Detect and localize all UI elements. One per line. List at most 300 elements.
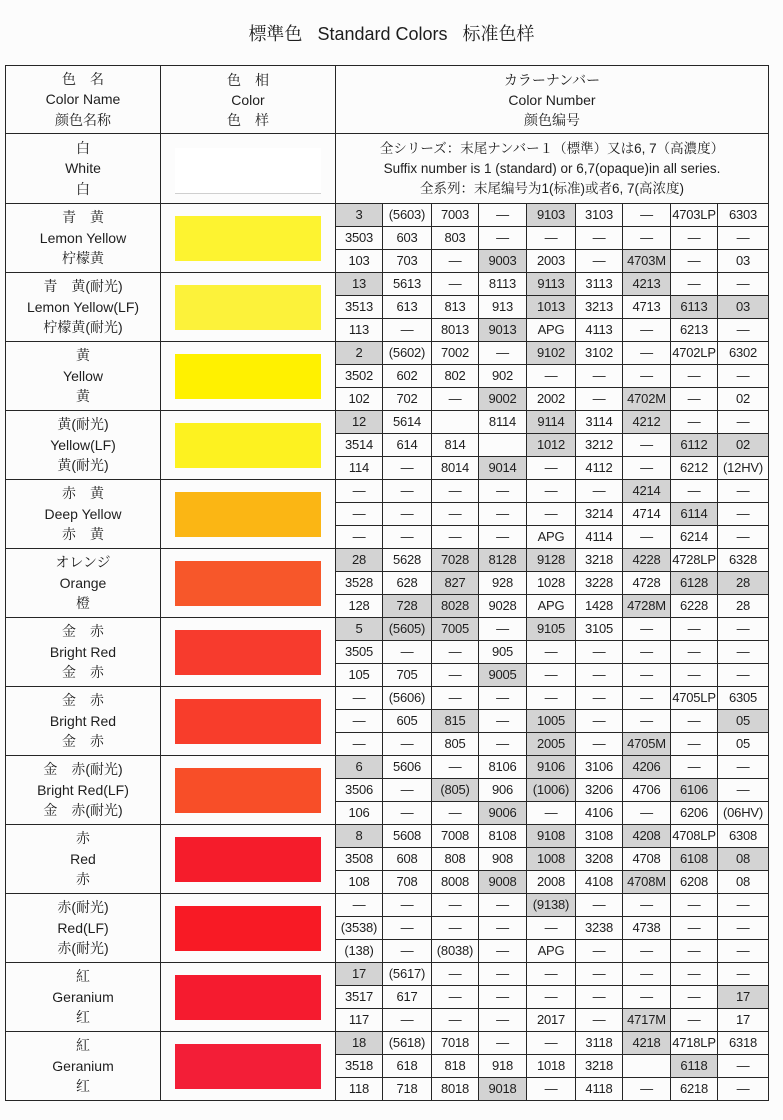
color-number-cell-highlighted: 6 [336,756,383,779]
title-japanese: 標準色 [248,24,303,44]
color-number-cell: 6213 [671,319,718,342]
color-number-cell: APG [527,940,576,963]
color-number-cell: — [623,319,671,342]
color-name-japanese: 黄 [76,347,90,364]
color-number-cell-highlighted: 6128 [671,572,718,595]
color-number-cell: 28 [718,595,769,618]
color-number-cell: 8106 [479,756,527,779]
color-number-line [336,250,769,273]
color-number-cell: — [623,1078,671,1101]
color-name-cell [6,963,161,1032]
color-name-english: Lemon Yellow [39,229,127,246]
color-number-grid [336,204,769,273]
color-number-cell: — [623,963,671,986]
suffix-note [336,134,769,204]
color-number-cell-highlighted: 4705M [623,733,671,756]
color-swatch-cell [161,894,336,963]
color-number-cell: 3505 [336,641,383,664]
header-color-name-chinese: 颜色名称 [55,111,111,128]
color-number-cell: 6302 [718,342,769,365]
color-number-cell: 4705LP [671,687,718,710]
color-number-cell-highlighted: (1006) [527,779,576,802]
color-number-cell: 908 [479,848,527,871]
color-number-cell: — [623,365,671,388]
color-number-cell: 4113 [576,319,623,342]
color-number-cell: — [527,963,576,986]
color-number-cell-highlighted: 9006 [479,802,527,825]
color-number-cell: 4718LP [671,1032,718,1055]
color-name-japanese: 赤 黄 [62,485,104,502]
color-number-cell: (3538) [336,917,383,940]
color-number-grid [336,480,769,549]
color-name-english: Yellow(LF) [50,436,116,453]
color-number-cell: — [432,503,479,526]
color-number-cell: — [671,986,718,1009]
color-number-cell: — [576,710,623,733]
color-number-cell: — [718,365,769,388]
color-number-line [336,457,769,480]
color-number-cell: — [527,802,576,825]
color-number-cell: 4703LP [671,204,718,227]
color-number-cell: — [527,687,576,710]
color-number-cell: — [671,963,718,986]
color-number-cell: 3103 [576,204,623,227]
color-number-cell: — [623,986,671,1009]
color-name-cell [6,273,161,342]
color-number-cell: — [432,986,479,1009]
color-name-japanese: 金 赤(耐光) [43,761,123,778]
color-number-cell: — [479,1032,527,1055]
color-name-english: Bright Red [49,712,117,729]
color-number-line [336,434,769,457]
color-number-cell: — [479,733,527,756]
color-number-cell: — [576,641,623,664]
color-number-cell-highlighted: 08 [718,848,769,871]
color-number-line [336,986,769,1009]
color-number-cell: — [432,802,479,825]
color-number-cell-highlighted: 4708M [623,871,671,894]
color-number-cell-highlighted: 1008 [527,848,576,871]
color-number-cell: — [671,388,718,411]
color-number-line [336,388,769,411]
color-number-cell-highlighted: 4208 [623,825,671,848]
color-number-cell: — [383,480,432,503]
color-number-cell: 602 [383,365,432,388]
color-number-cell-highlighted: 9002 [479,388,527,411]
color-number-grid [336,411,769,480]
color-number-cell: — [671,664,718,687]
color-number-grid [336,963,769,1032]
color-number-cell: 113 [336,319,383,342]
color-number-cell: — [383,457,432,480]
header-color-number [336,66,769,134]
color-number-cell: 6208 [671,871,718,894]
color-number-cell-highlighted: 12 [336,411,383,434]
color-name-cell [6,342,161,411]
color-name-english: Lemon Yellow(LF) [26,298,140,315]
color-number-cell: — [479,1009,527,1032]
color-number-cell-highlighted: 02 [718,434,769,457]
color-number-cell-highlighted: 17 [718,986,769,1009]
color-number-cell: 617 [383,986,432,1009]
color-number-grid [336,756,769,825]
color-number-cell-highlighted: 13 [336,273,383,296]
color-number-cell-highlighted: 4218 [623,1032,671,1055]
color-number-line [336,687,769,710]
color-name-chinese: 黄(耐光) [57,457,109,474]
color-number-cell: — [576,894,623,917]
color-number-cell: 17 [718,1009,769,1032]
color-number-cell-highlighted: 728 [383,595,432,618]
color-number-cell: — [623,664,671,687]
color-name-japanese: 紅 [76,968,90,985]
table-header-row [6,66,769,134]
color-number-cell: 3118 [576,1032,623,1055]
color-number-cell: — [432,480,479,503]
color-number-line [336,664,769,687]
color-number-cell: 4738 [623,917,671,940]
white-row [6,134,769,204]
color-number-cell: — [671,710,718,733]
color-number-cell-highlighted: 9106 [527,756,576,779]
color-number-cell: — [718,664,769,687]
color-number-cell: — [336,526,383,549]
color-number-cell: — [432,388,479,411]
color-row [6,411,769,480]
title-chinese: 标准色样 [462,24,535,44]
color-number-cell-highlighted: 9013 [479,319,527,342]
color-number-cell-highlighted: 4206 [623,756,671,779]
color-number-cell: 5628 [383,549,432,572]
title-english: Standard Colors [317,24,448,44]
color-number-cell: — [671,250,718,273]
color-number-cell: — [718,319,769,342]
color-number-cell: — [479,526,527,549]
color-row [6,894,769,963]
color-number-cell-highlighted: 7005 [432,618,479,641]
color-name-cell [6,756,161,825]
color-number-cell-highlighted: 28 [718,572,769,595]
color-number-line [336,595,769,618]
color-name-cell [6,134,161,204]
color-swatch [175,423,321,468]
color-number-cell: 5608 [383,825,432,848]
color-number-cell: — [718,1078,769,1101]
color-number-grid [336,273,769,342]
color-number-cell: 5606 [383,756,432,779]
color-number-cell: 608 [383,848,432,871]
color-number-cell: — [671,411,718,434]
color-name-english: White [65,160,101,177]
color-number-cell-highlighted: 1013 [527,296,576,319]
color-number-cell-highlighted: 2005 [527,733,576,756]
color-swatch [175,768,321,813]
color-number-cell: 7008 [432,825,479,848]
color-number-cell: 02 [718,388,769,411]
color-swatch-cell [161,825,336,894]
color-number-cell-highlighted: 9018 [479,1078,527,1101]
color-number-cell-highlighted: 9113 [527,273,576,296]
color-number-cell: 718 [383,1078,432,1101]
color-swatch [175,285,321,330]
color-number-line [336,273,769,296]
color-number-cell [432,411,479,434]
color-number-cell: — [718,756,769,779]
color-row [6,204,769,273]
color-number-cell: 118 [336,1078,383,1101]
color-number-cell: 6218 [671,1078,718,1101]
header-color-name-japanese: 色 名 [62,70,104,87]
color-number-cell: — [383,733,432,756]
color-number-cell-highlighted: 17 [336,963,383,986]
color-number-cell-highlighted: 9108 [527,825,576,848]
color-number-cell: 7003 [432,204,479,227]
color-swatch [175,1044,321,1089]
color-name-cell [6,894,161,963]
color-number-cell: 8114 [479,411,527,434]
color-name-japanese: 紅 [76,1037,90,1054]
color-number-cell: 2002 [527,388,576,411]
color-number-cell-highlighted: 4703M [623,250,671,273]
color-number-cell: (06HV) [718,802,769,825]
color-number-cell: 818 [432,1055,479,1078]
color-number-cell: 2017 [527,1009,576,1032]
color-number-line [336,940,769,963]
color-swatch-cell [161,342,336,411]
color-number-cell: 928 [479,572,527,595]
color-number-cell: — [671,227,718,250]
color-number-line [336,779,769,802]
color-name-chinese: 赤 [76,871,90,888]
color-name-cell [6,1032,161,1101]
color-number-cell-highlighted: 4717M [623,1009,671,1032]
color-swatch [175,216,321,261]
color-number-cell: — [479,986,527,1009]
color-number-cell: — [671,917,718,940]
header-color-chinese: 色 样 [227,111,269,128]
color-number-cell: 8108 [479,825,527,848]
color-number-cell: (138) [336,940,383,963]
header-color [161,66,336,134]
color-number-cell: 805 [432,733,479,756]
color-number-cell: (5602) [383,342,432,365]
color-number-cell-highlighted: 9003 [479,250,527,273]
color-number-line [336,526,769,549]
color-number-cell: 6308 [718,825,769,848]
color-number-cell: — [718,273,769,296]
color-number-cell: — [671,756,718,779]
color-number-cell: 05 [718,733,769,756]
color-number-cell: — [718,940,769,963]
color-number-cell: — [623,940,671,963]
color-number-cell: 4112 [576,457,623,480]
color-number-cell-highlighted: 18 [336,1032,383,1055]
color-name-chinese: 红 [76,1009,90,1026]
color-name-english: Geranium [52,1057,114,1074]
color-number-cell: — [576,664,623,687]
color-number-cell: (8038) [432,940,479,963]
color-number-cell: 08 [718,871,769,894]
color-number-cell-highlighted: 9114 [527,411,576,434]
color-number-cell: 913 [479,296,527,319]
color-number-line [336,342,769,365]
color-swatch-cell [161,134,336,204]
color-number-line [336,503,769,526]
color-swatch-cell [161,687,336,756]
color-number-cell: — [527,503,576,526]
color-number-cell: 613 [383,296,432,319]
color-number-cell: — [527,1078,576,1101]
color-number-cell-highlighted: 8028 [432,595,479,618]
color-number-cell-highlighted: 4213 [623,273,671,296]
color-swatch [175,837,321,882]
color-name-chinese: 赤 黄 [62,526,104,543]
color-number-cell-highlighted: 1005 [527,710,576,733]
color-number-cell-highlighted: 9014 [479,457,527,480]
color-name-english: Deep Yellow [44,505,122,522]
color-number-cell: — [718,227,769,250]
color-number-cell: 814 [432,434,479,457]
color-number-cell: — [623,434,671,457]
suffix-note-english: Suffix number is 1 (standard) or 6,7(opaque)in all series. [383,160,721,176]
color-name-english: Orange [59,574,107,591]
color-number-cell: — [432,526,479,549]
color-number-cell-highlighted: 9008 [479,871,527,894]
color-swatch-cell [161,549,336,618]
color-name-cell [6,618,161,687]
color-number-cell: 105 [336,664,383,687]
color-number-cell: — [623,342,671,365]
color-number-cell: — [479,480,527,503]
color-number-cell: 2003 [527,250,576,273]
color-number-line [336,411,769,434]
color-number-cell: 6228 [671,595,718,618]
color-number-cell: 813 [432,296,479,319]
color-number-cell: — [623,204,671,227]
color-number-cell: 918 [479,1055,527,1078]
color-table [5,65,769,1101]
color-name-cell [6,549,161,618]
color-number-cell: — [479,687,527,710]
color-number-cell: 3206 [576,779,623,802]
color-number-cell: 7018 [432,1032,479,1055]
suffix-note-chinese: 全系列：末尾编号为1(标准)或者6, 7(高浓度) [419,180,684,196]
color-number-cell: — [479,342,527,365]
color-row [6,549,769,618]
color-number-cell [479,434,527,457]
color-number-cell: 4728 [623,572,671,595]
color-number-cell: — [479,917,527,940]
color-number-cell-highlighted: 827 [432,572,479,595]
color-swatch [175,492,321,537]
color-number-cell: — [576,250,623,273]
color-number-cell: 1028 [527,572,576,595]
color-name-chinese: 金 赤 [62,733,104,750]
color-number-cell: — [718,1055,769,1078]
color-number-line [336,825,769,848]
color-row [6,480,769,549]
color-number-cell: — [432,250,479,273]
color-number-cell: — [718,480,769,503]
color-name-chinese: 黄 [76,388,90,405]
color-number-cell: (5606) [383,687,432,710]
color-number-grid [336,825,769,894]
color-number-cell: — [527,1032,576,1055]
color-number-cell: — [527,641,576,664]
color-name-japanese: 赤 [76,830,90,847]
color-number-cell: 4702LP [671,342,718,365]
color-number-cell: — [718,894,769,917]
color-number-cell: — [527,986,576,1009]
color-number-line [336,1032,769,1055]
color-number-cell: — [623,802,671,825]
color-number-line [336,756,769,779]
color-number-cell: 3528 [336,572,383,595]
color-number-cell: 808 [432,848,479,871]
color-number-cell: — [671,894,718,917]
color-number-cell: — [432,894,479,917]
color-number-cell: 3218 [576,1055,623,1078]
header-color-english: Color [231,91,265,108]
color-number-cell: — [527,227,576,250]
color-number-cell: — [623,457,671,480]
color-number-cell: — [576,963,623,986]
color-name-chinese: 红 [76,1078,90,1095]
color-number-line [336,710,769,733]
color-number-line [336,871,769,894]
color-number-cell: — [479,963,527,986]
color-row [6,618,769,687]
color-number-grid [336,618,769,687]
color-number-cell: — [527,457,576,480]
color-row [6,273,769,342]
color-number-cell: — [432,273,479,296]
color-number-cell: 128 [336,595,383,618]
color-number-cell: — [432,963,479,986]
color-number-cell: 7002 [432,342,479,365]
color-number-cell: — [383,940,432,963]
color-name-cell [6,411,161,480]
color-number-cell: APG [527,319,576,342]
color-number-cell-highlighted: 815 [432,710,479,733]
color-name-japanese: 赤(耐光) [57,899,109,916]
color-number-line [336,319,769,342]
color-number-cell: 3518 [336,1055,383,1078]
color-number-cell: — [623,710,671,733]
color-name-japanese: オレンジ [55,554,111,571]
color-number-cell: 703 [383,250,432,273]
color-number-cell: 3214 [576,503,623,526]
color-number-cell: — [336,733,383,756]
color-number-cell: 108 [336,871,383,894]
color-swatch-cell [161,273,336,342]
color-number-cell: — [623,687,671,710]
color-number-cell: 8113 [479,273,527,296]
color-number-cell: 3212 [576,434,623,457]
color-swatch-cell [161,963,336,1032]
color-number-line [336,894,769,917]
color-number-cell: 3106 [576,756,623,779]
color-number-cell: — [383,1009,432,1032]
color-number-grid [336,894,769,963]
color-number-cell-highlighted: 6108 [671,848,718,871]
color-number-cell: 5613 [383,273,432,296]
color-number-cell: 4106 [576,802,623,825]
color-swatch-cell [161,1032,336,1101]
color-number-cell: — [671,480,718,503]
color-swatch [175,561,321,606]
color-number-cell: — [432,641,479,664]
